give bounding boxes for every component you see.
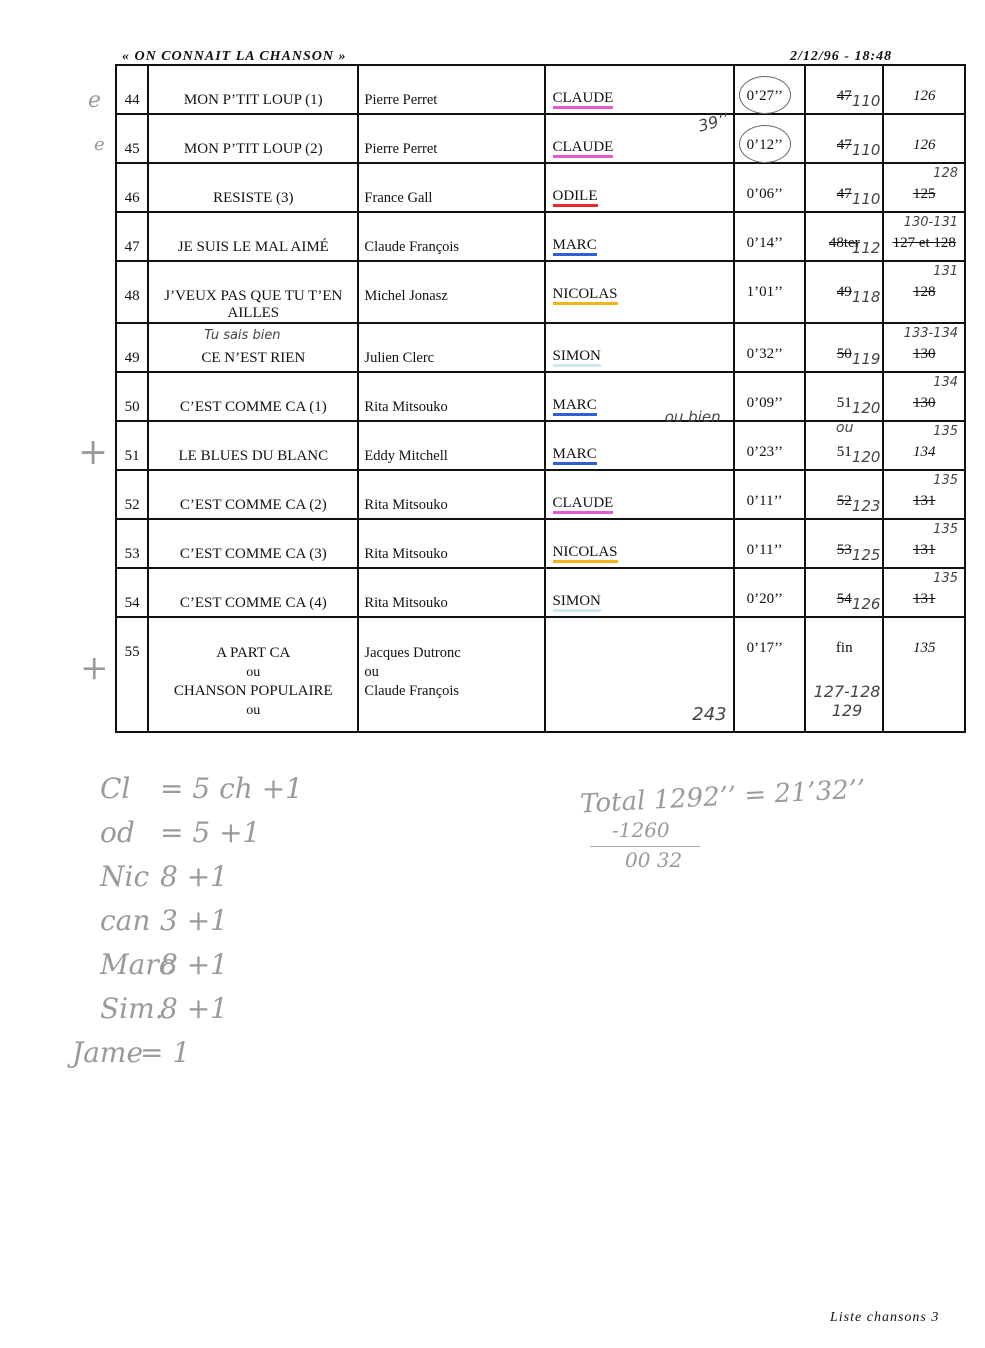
duration [734,323,805,372]
page-ref-text: 131 [912,591,936,607]
character-name: NICOLAS [553,545,618,563]
song-title-text: J’VEUX PAS QUE TU T’EN AILLES [164,288,343,321]
song-title [148,323,358,372]
artist: Rita Mitsouko [358,568,544,617]
character-handwritten-note: 243 [692,704,727,725]
tally-value: = 5 ch +1 [160,772,303,805]
scene-ref [805,372,883,421]
artist: Michel Jonasz [358,261,544,323]
artist: France Gall [358,163,544,212]
page-ref-text: 126 [912,88,936,104]
page-ref-text: 130 [912,346,936,362]
song-title [148,372,358,421]
scene-ref-handwritten-note: 112 [851,239,881,257]
artist: Pierre Perret [358,114,544,163]
table-row [116,519,965,568]
page-ref [883,65,965,114]
page-footer: Liste chansons 3 [830,1310,940,1325]
page-ref-text: 126 [912,137,936,153]
total-line-2: -1260 [612,818,670,842]
duration-circle-mark [739,76,791,114]
page-ref-handwritten-note: 131 [933,264,958,279]
duration-text: 0’11’’ [746,493,783,509]
song-title [148,114,358,163]
page-ref-text: 125 [912,186,936,202]
song-title [148,65,358,114]
row-number: 54 [116,568,148,617]
scene-ref [805,568,883,617]
table-row [116,212,965,261]
artist: Julien Clerc [358,323,544,372]
table-row [116,261,965,323]
scene-ref [805,617,883,732]
character-name: MARC [553,447,597,465]
scene-ref [805,470,883,519]
row-number: 52 [116,470,148,519]
page-ref-handwritten-note: 135 [933,522,958,537]
scene-ref [805,114,883,163]
row-number: 51 [116,421,148,470]
scene-ref-text: 53 [836,542,852,558]
artist-line: Claude François [364,683,460,699]
scene-ref-text: 47 [836,88,852,104]
song-title-text: JE SUIS LE MAL AIMÉ [177,239,329,255]
duration [734,568,805,617]
duration [734,114,805,163]
scene-ref [805,261,883,323]
character-cell [545,261,734,323]
row-number: 55 [116,617,148,732]
duration-text: 1’01’’ [746,284,783,300]
scene-ref [805,421,883,470]
character-name: CLAUDE [553,496,614,514]
document-datetime: 2/12/96 - 18:48 [790,49,893,64]
table-row [116,470,965,519]
scene-ref-handwritten-note: 110 [851,92,881,110]
page-ref [883,261,965,323]
song-title [148,163,358,212]
tally-value: = 1 [140,1036,191,1069]
page-ref [883,372,965,421]
tally-name: Sim. [100,992,164,1025]
song-title-text: LE BLUES DU BLANC [178,448,329,464]
artist: Eddy Mitchell [358,421,544,470]
page-ref-handwritten-note: 133-134 [903,326,958,341]
artist: Rita Mitsouko [358,519,544,568]
table-row [116,163,965,212]
song-title-text: MON P’TIT LOUP (1) [183,92,323,108]
row-number: 48 [116,261,148,323]
song-title [148,617,358,732]
margin-pencil-mark: e [88,88,102,113]
page-ref-handwritten-note: 128 [933,166,958,181]
song-title-text: MON P’TIT LOUP (2) [183,141,323,157]
page-ref [883,114,965,163]
character-cell [545,109,734,163]
scene-ref-handwritten-note: 118 [851,288,881,306]
tally-name: Nic [100,860,150,893]
scene-ref-text: 47 [836,137,852,153]
duration-circle-mark [739,125,791,163]
row-number: 47 [116,212,148,261]
scene-ref-text: 51 [836,395,852,411]
song-title-text: RESISTE (3) [213,190,294,206]
page-ref-text: 131 [912,493,936,509]
scene-ref-text: fin [835,640,853,656]
character-cell [545,519,734,568]
scene-ref-handwritten-note: 127-128 129 [813,682,881,720]
song-title-text: C’EST COMME CA (2) [179,497,327,513]
table-row [116,421,965,470]
scene-ref-text: 54 [836,591,852,607]
scene-ref-text: 52 [836,493,852,509]
tally-value: 8 +1 [160,948,228,981]
character-cell [545,470,734,519]
character-name: SIMON [553,349,601,367]
tally-value: 8 +1 [160,992,228,1025]
song-title-line: CHANSON POPULAIRE [173,683,333,699]
page-ref [883,323,965,372]
page-ref [883,568,965,617]
margin-pencil-mark: + [80,648,109,688]
page-ref [883,470,965,519]
tally-name: od [100,816,135,849]
scene-ref-handwritten-note: 120 [851,448,881,466]
song-title-text: CE N’EST RIEN [201,350,306,366]
duration [734,372,805,421]
character-name: ODILE [553,189,598,207]
duration-text: 0’12’’ [746,137,783,153]
page-ref-handwritten-note: 135 [933,473,958,488]
scene-ref-handwritten-note: 110 [851,141,881,159]
character-cell [545,323,734,372]
duration [734,261,805,323]
page-ref-text: 127 et 128 [892,235,956,251]
character-name: CLAUDE [553,140,614,158]
character-name: CLAUDE [553,91,614,109]
duration [734,519,805,568]
artist: Rita Mitsouko [358,470,544,519]
tally-name: Jame [72,1036,144,1069]
song-table [115,64,966,733]
character-cell [545,163,734,212]
scene-ref-handwritten-note: 123 [851,497,881,515]
row-number: 44 [116,65,148,114]
row-number: 49 [116,323,148,372]
row-handwritten-note: ou bien [664,408,721,426]
page-ref-text: 128 [912,284,936,300]
page-ref-handwritten-note: 130-131 [903,215,958,230]
table-row [116,372,965,421]
tally-name: Marc [100,948,175,981]
scene-ref [805,65,883,114]
duration [734,212,805,261]
title-handwritten-note: Tu sais bien [204,328,281,343]
tally-name: Cl [100,772,131,805]
artist [358,617,544,732]
scene-ref-handwritten-note: 119 [851,350,881,368]
scene-ref-text: 49 [836,284,852,300]
tally-name: can [100,904,151,937]
tally-value: 3 +1 [160,904,228,937]
song-title-text: C’EST COMME CA (3) [179,546,327,562]
duration-text: 0’20’’ [746,591,783,607]
duration-text: 0’32’’ [746,346,783,362]
duration [734,470,805,519]
song-title [148,421,358,470]
character-name: MARC [553,398,597,416]
row-number: 50 [116,372,148,421]
character-cell [545,617,734,732]
page-ref-text: 130 [912,395,936,411]
song-title [148,212,358,261]
song-title-line: ou [246,665,261,680]
duration [734,421,805,470]
song-title-text: C’EST COMME CA (1) [179,399,327,415]
song-title [148,568,358,617]
artist-line: ou [364,664,379,680]
page-ref [883,421,965,470]
duration-text: 0’11’’ [746,542,783,558]
page-ref [883,519,965,568]
song-title [148,519,358,568]
margin-pencil-mark: + [78,432,109,473]
total-line-1: Total 1292’’ = 21’32’’ [579,774,867,820]
page-ref-handwritten-note: 135 [933,424,958,439]
song-title-line: ou [246,703,261,718]
character-name: NICOLAS [553,287,618,305]
scene-ref [805,212,883,261]
margin-pencil-mark: e [94,134,105,155]
page-ref-text: 131 [912,542,936,558]
scene-ref-text: 48ter [828,235,860,251]
scene-ref-handwritten-note: 125 [851,546,881,564]
artist: Pierre Perret [358,65,544,114]
artist: Claude François [358,212,544,261]
row-number: 45 [116,114,148,163]
duration [734,163,805,212]
scene-ref [805,519,883,568]
song-title [148,261,358,323]
document-title: « ON CONNAIT LA CHANSON » [122,49,347,64]
page-ref [883,163,965,212]
duration-text: 0’27’’ [746,88,783,104]
character-name: SIMON [553,594,601,612]
tally-value: 8 +1 [160,860,228,893]
table-row [116,65,965,114]
scene-ref-text: 47 [836,186,852,202]
character-cell [545,65,734,114]
page-ref-handwritten-note: 135 [933,571,958,586]
row-number: 53 [116,519,148,568]
artist-line: Jacques Dutronc [364,645,461,661]
page-ref: 135 [883,617,965,732]
duration [734,65,805,114]
total-divider [590,846,700,847]
scene-ref-top-note: ou [836,420,854,436]
song-title-line: A PART CA [216,645,291,661]
table-row [116,568,965,617]
character-name: MARC [553,238,597,256]
page-ref-handwritten-note: 134 [933,375,958,390]
duration-text: 0’06’’ [746,186,783,202]
scene-ref-text: 51 [836,444,852,460]
duration-text: 0’23’’ [746,444,783,460]
scene-ref-text: 50 [836,346,852,362]
character-cell [545,408,734,470]
table-row [116,114,965,163]
character-handwritten-note: 39’’ [696,109,731,136]
scene-ref-handwritten-note: 126 [851,595,881,613]
total-line-3: 00 32 [625,848,683,872]
song-title [148,470,358,519]
duration-text: 0’09’’ [746,395,783,411]
table-row [116,323,965,372]
duration-text: 0’14’’ [746,235,783,251]
song-title-text: C’EST COMME CA (4) [179,595,327,611]
character-cell [545,212,734,261]
page-ref [883,212,965,261]
tally-value: = 5 +1 [160,816,261,849]
scene-ref-handwritten-note: 110 [851,190,881,208]
page-ref-text: 134 [912,444,936,460]
duration: 0’17’’ [734,617,805,732]
character-cell [545,568,734,617]
artist: Rita Mitsouko [358,372,544,421]
table-row [116,617,965,732]
scene-ref [805,323,883,372]
scene-ref-handwritten-note: 120 [851,399,881,417]
scene-ref [805,163,883,212]
row-number: 46 [116,163,148,212]
